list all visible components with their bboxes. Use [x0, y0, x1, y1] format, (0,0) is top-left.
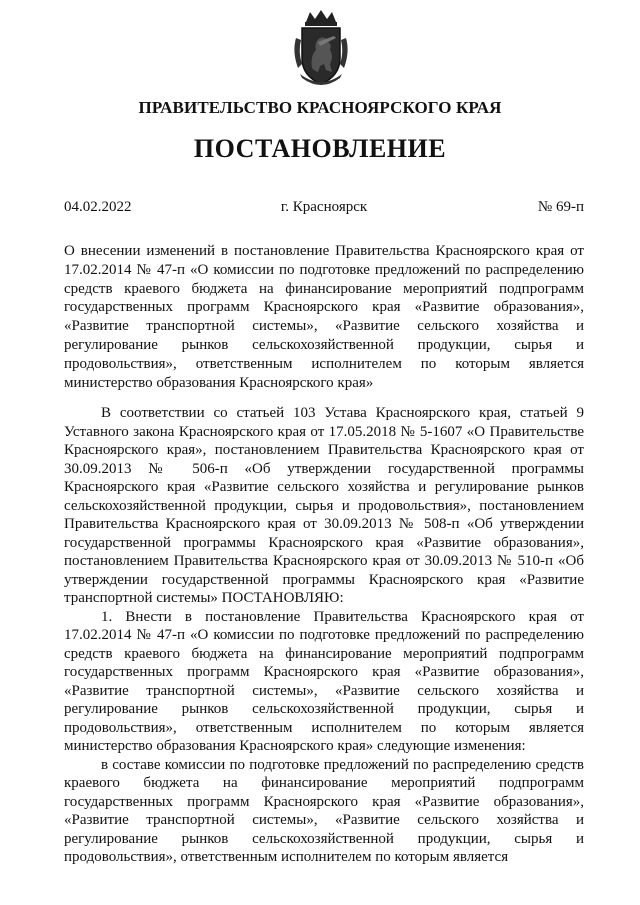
document-meta [64, 199, 584, 219]
document-city: г. Красноярск [280, 199, 368, 215]
document-subject: О внесении изменений в постановление Правительства Красноярского края от 17.02.2014 № 47-п «О комиссии по подготовке предложений по распределению средств краевого бюджета на финансирование мероприятий подпрограмм государственных программ Красноярского края «Развитие образования», «Развитие транспортной системы», «Развитие сельского хозяйства и регулирование рынков сельскохозяйственной продукции, сырья и продовольствия», ответственным исполнителем по которым является министерство образования Красноярского края» [64, 243, 584, 391]
document-date: 04.02.2022 [64, 199, 132, 215]
body-paragraph-commission: в составе комиссии по подготовке предложений по распределению средств краевого бюджета на финансирование мероприятий подпрограмм государственных программ Красноярского края «Развитие образования», «Развитие транспортной системы», «Развитие сельского хозяйства и регулирование рынков сельскохозяйственной продукции, сырья и продовольствия», ответственным исполнителем по которым является [64, 756, 584, 865]
coat-of-arms-icon [290, 8, 352, 88]
document-body [64, 404, 584, 867]
body-paragraph-preamble: В соответствии со статьей 103 Устава Красноярского края, статьей 9 Уставного закона Красноярского края от 17.05.2018 № 5-1607 «О Правительстве Красноярского края», постановлением Правительства Красноярского края от 30.09.2013 № 506-п «Об утверждении государственной программы Красноярского края «Развитие сельского хозяйства и регулирование рынков сельскохозяйственной продукции, сырья и продовольствия», постановлением Правительства Красноярского края от 30.09.2013 № 508-п «Об утверждении государственной программы Красноярского края «Развитие образования», постановлением Правительства Красноярского края от 30.09.2013 № 510-п «Об утверждении государственной программы Красноярского края «Развитие транспортной системы» ПОСТАНОВЛЯЮ: [64, 405, 584, 606]
document-type-title: ПОСТАНОВЛЕНИЕ [193, 134, 447, 163]
document-number: № 69-п [537, 199, 584, 215]
government-title: ПРАВИТЕЛЬСТВО КРАСНОЯРСКОГО КРАЯ [138, 98, 502, 117]
body-paragraph-item-1: 1. Внести в постановление Правительства Красноярского края от 17.02.2014 № 47-п «О комиссии по подготовке предложений по распределению средств краевого бюджета на финансирование мероприятий подпрограмм государственных программ Красноярского края «Развитие образования», «Развитие транспортной системы», «Развитие сельского хозяйства и регулирование рынков сельскохозяйственной продукции, сырья и продовольствия», ответственным исполнителем по которым является министерство образования Красноярского края» следующие изменения: [64, 608, 584, 754]
